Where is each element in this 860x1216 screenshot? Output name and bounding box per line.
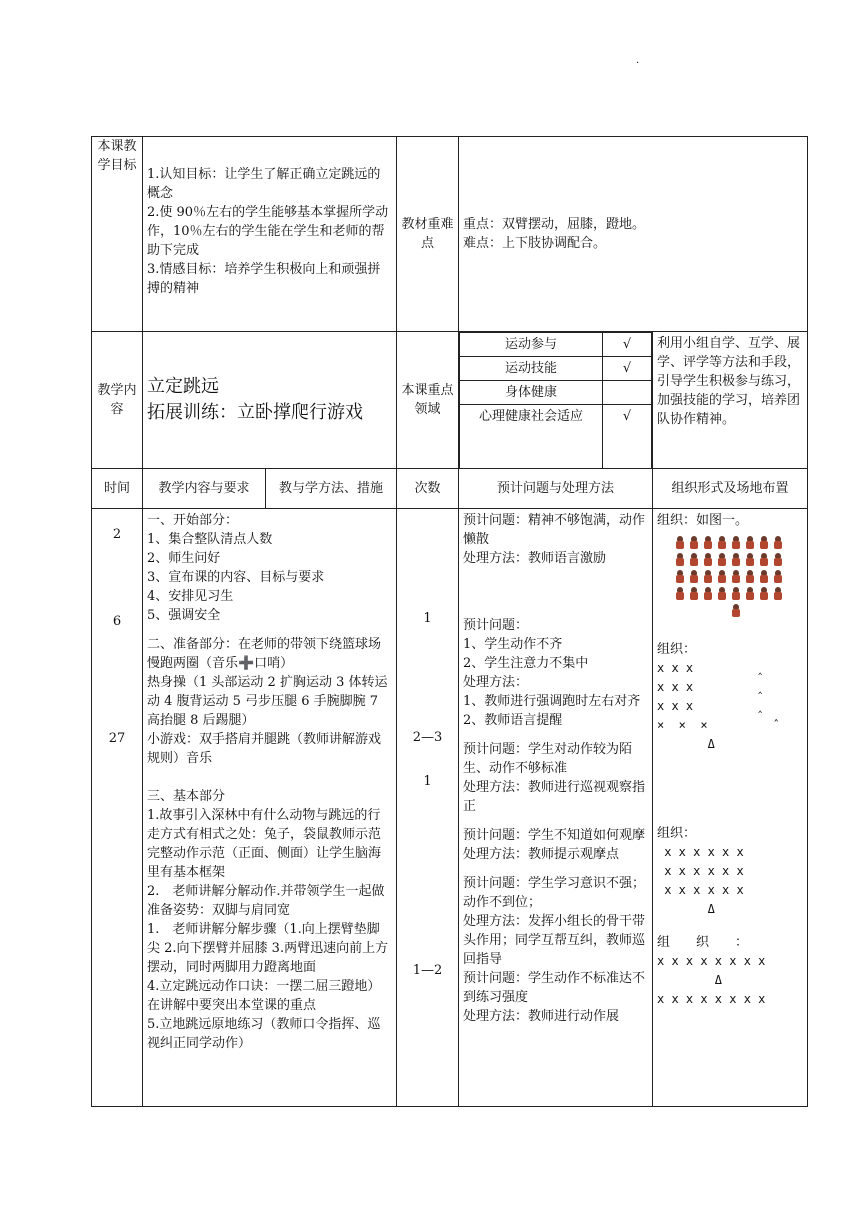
text-line: 2. 老师讲解分解动作.并带领学生一起做 bbox=[147, 884, 385, 899]
student-icon bbox=[731, 587, 741, 601]
text-line: 2、学生注意力不集中 bbox=[463, 656, 589, 671]
text-line: 预计问题：学生对动作较为陌生、动作不够标准 bbox=[463, 742, 633, 776]
student-icon bbox=[773, 553, 783, 567]
text-line: 预计问题：学生动作不标准达不到练习强度 bbox=[463, 971, 646, 1005]
time-value: 2 bbox=[112, 527, 122, 542]
formation-diagram-3: x x x x x x x x x x x x x x x x x x Δ bbox=[664, 845, 744, 916]
key-point-2: 难点：上下肢协调配合。 bbox=[463, 236, 607, 251]
student-icon bbox=[717, 536, 727, 550]
student-icon bbox=[759, 536, 769, 550]
domain-participation: 运动参与 bbox=[460, 333, 603, 357]
student-icon bbox=[675, 570, 685, 584]
lesson-plan-table bbox=[91, 136, 808, 1107]
content-label: 教学内容 bbox=[92, 332, 143, 469]
key-points-label: 教材重难点 bbox=[397, 137, 459, 332]
text-line: 1、集合整队清点人数 bbox=[147, 532, 273, 547]
time-value: 27 bbox=[108, 731, 126, 746]
col-method: 教与学方法、措施 bbox=[266, 469, 397, 509]
student-icon bbox=[759, 553, 769, 567]
count-value: 1 bbox=[423, 611, 432, 626]
text-line: 1、教师进行强调跑时左右对齐 bbox=[463, 694, 641, 709]
text-line: 处理方法：教师语言激励 bbox=[463, 551, 607, 566]
text-line: 处理方法：教师进行巡视观察指正 bbox=[463, 780, 646, 814]
text-line: 准备姿势：双脚与肩同宽 bbox=[147, 903, 291, 918]
goal-2: 2.使 90％左右的学生能够基本掌握所学动作，10％左右的学生能在学生和老师的帮助下完成 bbox=[147, 205, 389, 258]
text-line: 1.故事引入深林中有什么动物与跳远的行走方式有相式之处：兔子，袋鼠教师示范完整动作示范（正面、侧面）让学生脑海里有基本框架 bbox=[147, 808, 382, 880]
student-icon bbox=[731, 553, 741, 567]
check-mark: √ bbox=[603, 405, 652, 469]
count-value: 1—2 bbox=[412, 963, 443, 978]
times-cell bbox=[92, 509, 143, 1107]
col-time: 时间 bbox=[92, 469, 143, 509]
text-line: 处理方法： bbox=[463, 675, 529, 690]
time-value: 6 bbox=[112, 614, 122, 629]
key-point-1: 重点：双臂摆动，屈膝，蹬地。 bbox=[463, 217, 646, 232]
text-line: 1. 老师讲解分解步骤（1.向上摆臂垫脚尖 2.向下摆臂并屈膝 3.两臂迅速向前上方摆动，同时两脚用力蹬离地面 bbox=[147, 922, 389, 975]
objectives-cell bbox=[143, 137, 397, 332]
method-text: 利用小组自学、互学、展学、评学等方法和手段，引导学生积极参与练习，加强技能的学习，培养团队协作精神。 bbox=[653, 332, 808, 469]
student-icon bbox=[689, 587, 699, 601]
domain-skill: 运动技能 bbox=[460, 357, 603, 381]
goal-1: 1.认知目标：让学生了解正确立定跳远的概念 bbox=[147, 167, 381, 201]
student-icon bbox=[717, 587, 727, 601]
problems-cell bbox=[459, 509, 653, 1107]
student-icon bbox=[703, 587, 713, 601]
org-label-2: 组织： bbox=[657, 642, 697, 657]
student-icon bbox=[675, 587, 685, 601]
check-mark bbox=[603, 381, 652, 405]
org-label-1: 组织：如图一。 bbox=[657, 513, 749, 528]
org-cell bbox=[653, 509, 808, 1107]
goal-3: 3.情感目标：培养学生积极向上和顽强拼搏的精神 bbox=[147, 262, 381, 296]
text-line: 预计问题： bbox=[463, 618, 529, 633]
text-line: 一、开始部分： bbox=[147, 513, 239, 528]
count-value: 2—3 bbox=[412, 730, 443, 745]
count-value: 1 bbox=[423, 774, 432, 789]
student-icon bbox=[703, 570, 713, 584]
text-line: 小游戏：双手搭肩并腿跳（教师讲解游戏规则）音乐 bbox=[147, 732, 382, 766]
text-line: 预计问题：学生不知道如何观摩 bbox=[463, 828, 646, 843]
col-problems: 预计问题与处理方法 bbox=[459, 469, 653, 509]
student-icon bbox=[773, 570, 783, 584]
col-count: 次数 bbox=[397, 469, 459, 509]
text-line: 4.立定跳远动作口诀：一摆二屈三蹬地）在讲解中要突出本堂课的重点 bbox=[147, 979, 381, 1013]
content-main: 立定跳远 bbox=[147, 376, 219, 397]
student-icon bbox=[689, 536, 699, 550]
student-icon bbox=[689, 553, 699, 567]
check-mark: √ bbox=[603, 333, 652, 357]
student-icon bbox=[703, 536, 713, 550]
student-icon bbox=[717, 570, 727, 584]
student-icon bbox=[675, 553, 685, 567]
text-line: 二、准备部分：在老师的带领下绕篮球场慢跑两圈（音乐➕口哨） bbox=[147, 637, 382, 671]
corner-mark: · bbox=[636, 58, 640, 69]
check-mark: √ bbox=[603, 357, 652, 381]
student-icon bbox=[745, 587, 755, 601]
text-line: 4、安排见习生 bbox=[147, 589, 234, 604]
formation-diagram-4: x x x x x x x x Δ x x x x x x x x bbox=[657, 954, 766, 1006]
domain-health: 身体健康 bbox=[460, 381, 603, 405]
student-icon bbox=[731, 570, 741, 584]
content-requirements bbox=[143, 509, 397, 1107]
org-label-3: 组织： bbox=[657, 826, 697, 841]
student-icon bbox=[717, 553, 727, 567]
student-icon bbox=[759, 570, 769, 584]
student-icon bbox=[745, 553, 755, 567]
org-label-4: 组 织 ： bbox=[657, 935, 749, 950]
formation-figure bbox=[675, 536, 803, 618]
formation-diagram-2: x x x ‸ x x x ‸ x x x ‸ × × × ˆ Δ bbox=[657, 661, 780, 751]
student-icon bbox=[745, 536, 755, 550]
text-line: 预计问题：学生学习意识不强；动作不到位； bbox=[463, 876, 646, 910]
counts-cell bbox=[397, 509, 459, 1107]
domain-social: 心理健康社会适应 bbox=[460, 405, 603, 469]
domain-list bbox=[459, 332, 653, 469]
content-extend: 拓展训练：立卧撑爬行游戏 bbox=[147, 402, 363, 423]
col-content: 教学内容与要求 bbox=[143, 469, 266, 509]
student-icon bbox=[759, 587, 769, 601]
col-org: 组织形式及场地布置 bbox=[653, 469, 808, 509]
text-line: 预计问题：精神不够饱满，动作懒散 bbox=[463, 513, 646, 547]
text-line: 2、师生问好 bbox=[147, 551, 221, 566]
student-icon bbox=[689, 570, 699, 584]
text-line: 处理方法：教师进行动作展 bbox=[463, 1009, 620, 1024]
student-icon bbox=[773, 587, 783, 601]
content-cell bbox=[143, 332, 397, 469]
text-line: 5.立地跳远原地练习（教师口令指挥、巡视纠正同学动作） bbox=[147, 1017, 381, 1051]
student-icon bbox=[675, 536, 685, 550]
student-icon bbox=[745, 570, 755, 584]
student-icon bbox=[703, 553, 713, 567]
text-line: 处理方法：教师提示观摩点 bbox=[463, 847, 620, 862]
text-line: 三、基本部分 bbox=[147, 789, 226, 804]
text-line: 2、教师语言提醒 bbox=[463, 713, 563, 728]
text-line: 1、学生动作不齐 bbox=[463, 637, 563, 652]
domain-label: 本课重点领域 bbox=[397, 332, 459, 469]
student-icon bbox=[731, 604, 741, 618]
objectives-label: 本课教学目标 bbox=[92, 137, 143, 332]
key-points-cell bbox=[459, 137, 808, 332]
text-line: 5、强调安全 bbox=[147, 608, 221, 623]
student-icon bbox=[773, 536, 783, 550]
text-line: 处理方法：发挥小组长的骨干带头作用；同学互帮互纠，教师巡回指导 bbox=[463, 914, 646, 967]
text-line: 热身操（1 头部运动 2 扩胸运动 3 体转运动 4 腹背运动 5 弓步压腿 6 手腕脚腕 7 高抬腿 8 后踢腿） bbox=[147, 675, 388, 728]
student-icon bbox=[731, 536, 741, 550]
text-line: 3、宣布课的内容、目标与要求 bbox=[147, 570, 325, 585]
